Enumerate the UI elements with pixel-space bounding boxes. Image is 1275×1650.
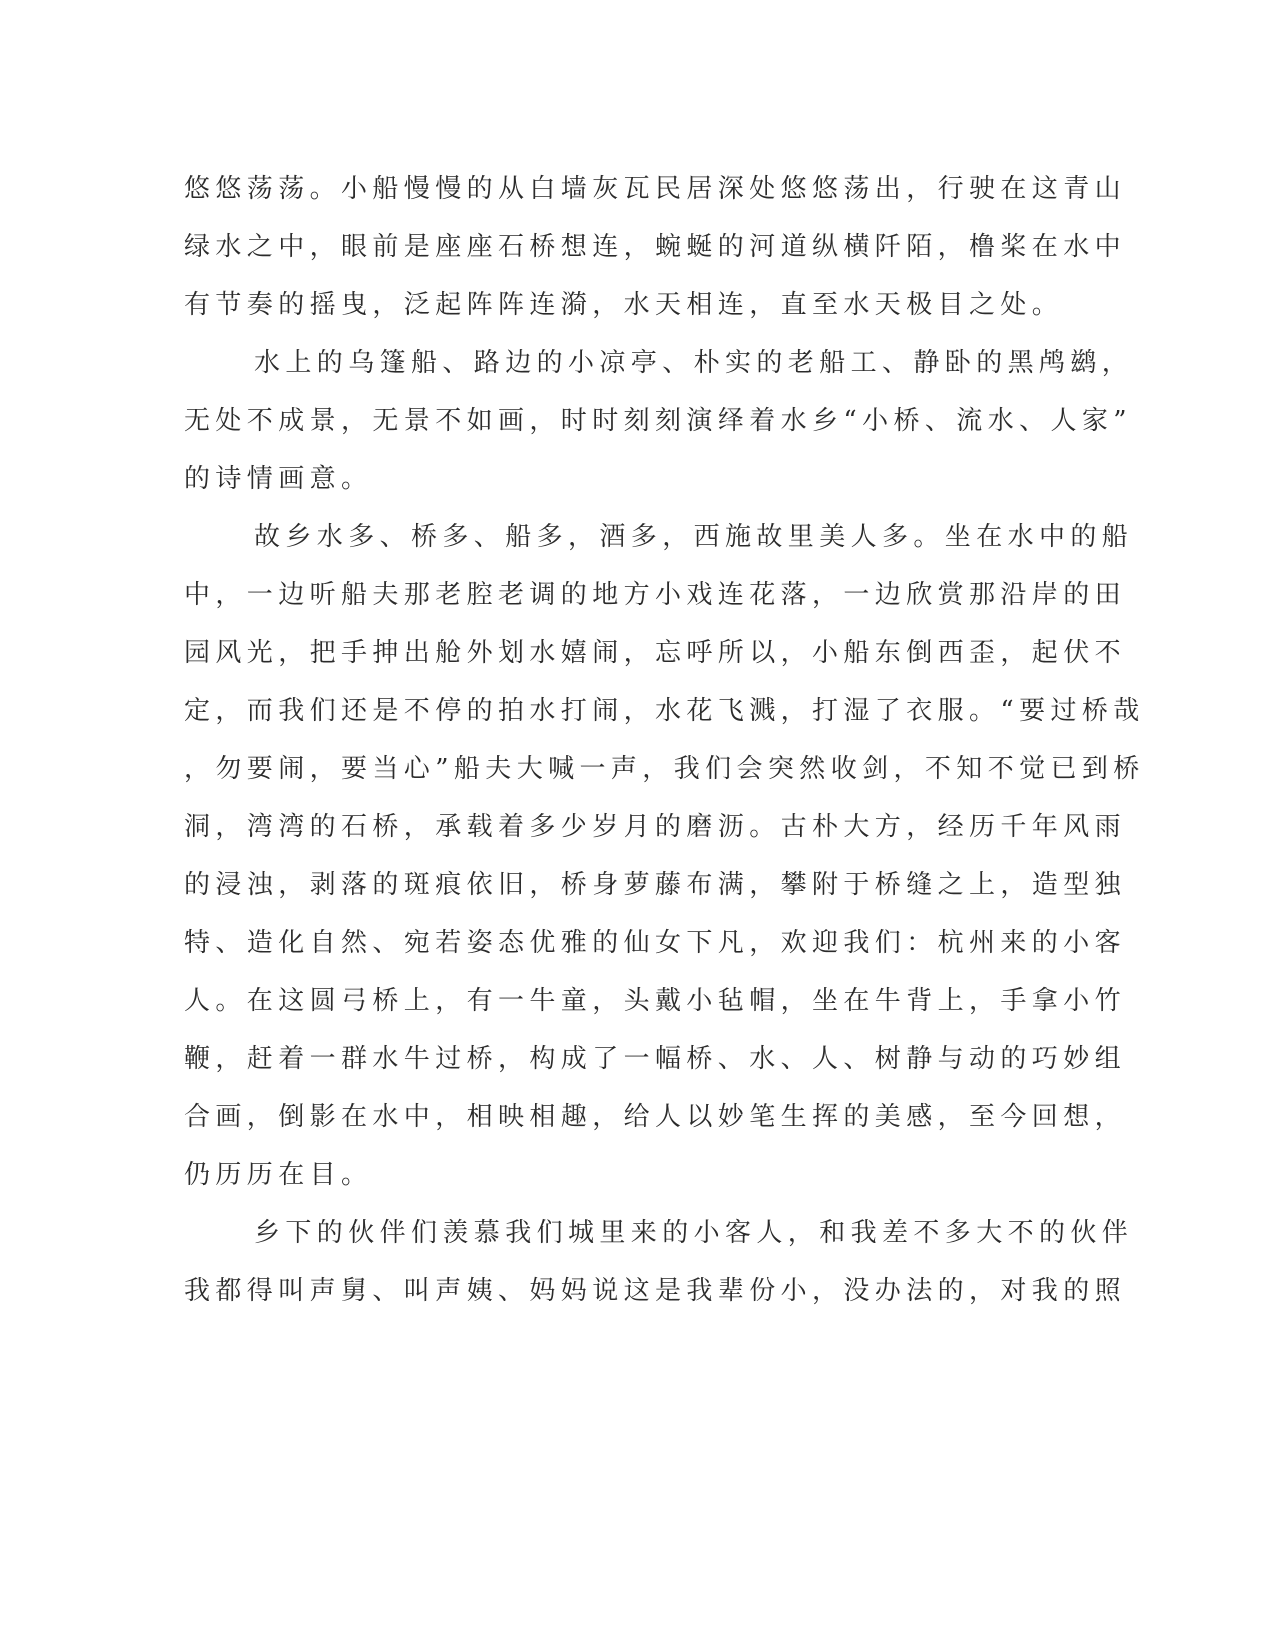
- text-line: 园风光，把手抻出舱外划水嬉闹，忘呼所以，小船东倒西歪，起伏不: [184, 638, 1127, 668]
- text-line: 无处不成景，无景不如画，时时刻刻演绎着水乡“小桥、流水、人家”: [184, 406, 1132, 436]
- text-line: 水上的乌篷船、路边的小凉亭、朴实的老船工、静卧的黑鸬鹚，: [254, 348, 1134, 378]
- paragraph-2: [184, 334, 1134, 508]
- body-text: [184, 160, 1145, 1320]
- text-line: 仍历历在目。: [184, 1160, 373, 1190]
- text-line: 洞，湾湾的石桥，承载着多少岁月的磨沥。古朴大方，经历千年风雨: [184, 812, 1127, 842]
- paragraph-3: [184, 508, 1145, 1204]
- text-line: 合画，倒影在水中，相映相趣，给人以妙笔生挥的美感，至今回想，: [184, 1102, 1127, 1132]
- text-line: 乡下的伙伴们羡慕我们城里来的小客人，和我差不多大不的伙伴: [254, 1218, 1134, 1248]
- text-line: 中，一边听船夫那老腔老调的地方小戏连花落，一边欣赏那沿岸的田: [184, 580, 1127, 610]
- text-line: 定，而我们还是不停的拍水打闹，水花飞溅，打湿了衣服。“要过桥哉: [184, 696, 1145, 726]
- text-line: 绿水之中，眼前是座座石桥想连，蜿蜒的河道纵横阡陌，橹桨在水中: [184, 232, 1127, 262]
- paragraph-4: [184, 1204, 1134, 1320]
- text-line: 鞭，赶着一群水牛过桥，构成了一幅桥、水、人、树静与动的巧妙组: [184, 1044, 1127, 1074]
- text-line: 有节奏的摇曳，泛起阵阵连漪，水天相连，直至水天极目之处。: [184, 290, 1064, 320]
- text-line: 故乡水多、桥多、船多，酒多，西施故里美人多。坐在水中的船: [254, 522, 1134, 552]
- text-line: 悠悠荡荡。小船慢慢的从白墙灰瓦民居深处悠悠荡出，行驶在这青山: [184, 174, 1127, 204]
- text-line: 特、造化自然、宛若姿态优雅的仙女下凡，欢迎我们：杭州来的小客: [184, 928, 1127, 958]
- text-line: 人。在这圆弓桥上，有一牛童，头戴小毡帽，坐在牛背上，手拿小竹: [184, 986, 1127, 1016]
- text-line: 的诗情画意。: [184, 464, 373, 494]
- text-line: ，勿要闹，要当心”船夫大喊一声，我们会突然收剑，不知不觉已到桥: [184, 754, 1145, 784]
- text-line: 的浸浊，剥落的斑痕依旧，桥身萝藤布满，攀附于桥缝之上，造型独: [184, 870, 1127, 900]
- paragraph-1: [184, 160, 1127, 334]
- text-line: 我都得叫声舅、叫声姨、妈妈说这是我辈份小，没办法的，对我的照: [184, 1276, 1127, 1306]
